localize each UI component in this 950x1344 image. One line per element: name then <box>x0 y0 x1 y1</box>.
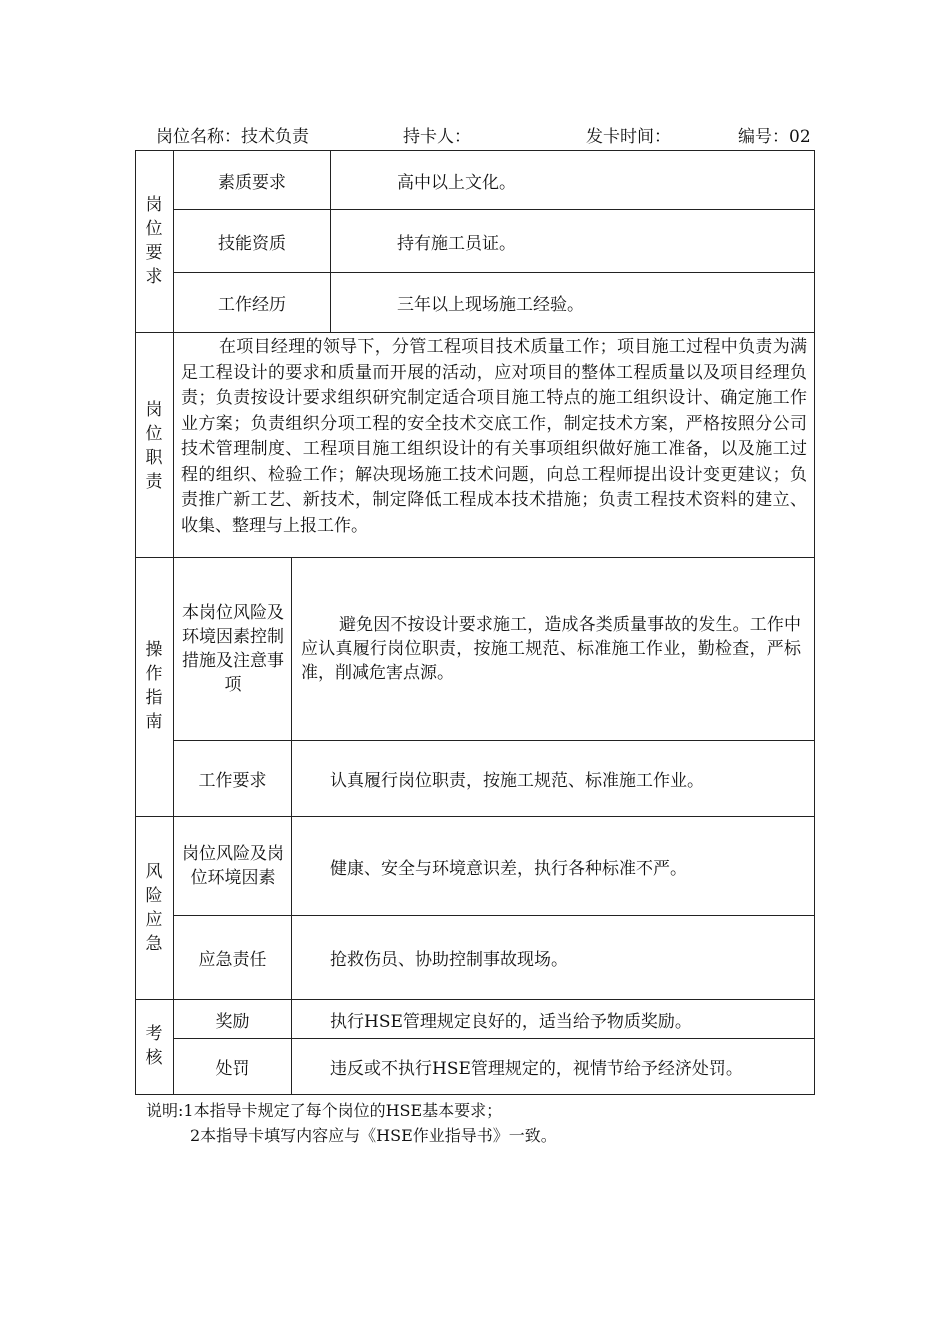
section-title-operation <box>135 638 173 734</box>
risk-label: 岗位风险及岗位环境因素 <box>182 844 284 888</box>
issue-time-label: 发卡时间： <box>586 127 671 147</box>
section-title-assessment <box>135 1022 173 1070</box>
requirement-label: 素质要求 <box>218 172 286 193</box>
section-title-text: 风 险 应 急 <box>145 862 163 954</box>
note-line-2: 2本指导卡填写内容应与《HSE作业指导书》一致。 <box>190 1126 557 1145</box>
section-title-requirements <box>135 193 173 289</box>
table-border-right <box>814 150 815 1095</box>
risk-value: 抢救伤员、协助控制事故现场。 <box>330 950 568 970</box>
section-title-text: 操 作 指 南 <box>145 640 163 732</box>
requirement-value: 高中以上文化。 <box>397 172 516 193</box>
section-title-risk <box>135 860 173 956</box>
assessment-label: 处罚 <box>215 1059 250 1079</box>
requirement-label: 技能资质 <box>218 233 286 254</box>
table-border-bottom <box>135 1094 815 1095</box>
operation-label: 工作要求 <box>198 771 267 791</box>
operation-value: 认真履行岗位职责，按施工规范、标准施工作业。 <box>330 771 704 791</box>
label-column-divider <box>330 150 331 333</box>
section-title-text: 考 核 <box>145 1024 163 1068</box>
assessment-label: 奖励 <box>215 1011 250 1032</box>
section-title-duties <box>135 398 173 494</box>
position-name: 岗位名称：技术负责 <box>156 127 309 147</box>
section-title-text: 岗 位 职 责 <box>145 400 163 492</box>
risk-value: 健康、安全与环境意识差，执行各种标准不严。 <box>330 858 687 879</box>
assessment-value: 执行HSE管理规定良好的，适当给予物质奖励。 <box>330 1011 692 1032</box>
card-number: 编号：02 <box>738 127 811 147</box>
risk-label: 应急责任 <box>198 950 267 970</box>
requirement-value: 持有施工员证。 <box>397 233 516 254</box>
assessment-value: 违反或不执行HSE管理规定的，视情节给予经济处罚。 <box>330 1059 743 1079</box>
note-line-1: 说明:1本指导卡规定了每个岗位的HSE基本要求； <box>146 1101 503 1120</box>
duties-text: 在项目经理的领导下，分管工程项目技术质量工作；项目施工过程中负责为满足工程设计的要求和质量而开展的活动，应对项目的整体工程质量以及项目经理负责；负责按设计要求组织研究制定适合项目施工特点的施工组织设计、确定施工作业方案；负责组织分项工程的安全技术交底工作，制定技术方案，严格按照分公司技术管理制度、工程项目施工组织设计的有关事项组织做好施工准备，以及施工过程的组织、检验工作；解决现场施工技术问题，向总工程师提出设计变更建议；负责推广新工艺、新技术，制定降低工程成本技术措施；负责工程技术资料的建立、收集、整理与上报工作。 <box>181 337 807 536</box>
label-column-divider <box>291 999 292 1095</box>
operation-value: 避免因不按设计要求施工，造成各类质量事故的发生。工作中应认真履行岗位职责，按施工规范、标准施工作业，勤检查，严标准，削减危害点源。 <box>301 615 801 683</box>
requirement-label: 工作经历 <box>218 295 286 315</box>
hse-card-table <box>135 150 815 1095</box>
card-holder-label: 持卡人： <box>403 127 471 147</box>
section-title-text: 岗 位 要 求 <box>145 195 163 287</box>
section-divider <box>135 332 815 333</box>
operation-label: 本岗位风险及环境因素控制措施及注意事项 <box>182 603 284 695</box>
label-column-divider <box>291 557 292 1000</box>
requirement-value: 三年以上现场施工经验。 <box>397 295 584 315</box>
